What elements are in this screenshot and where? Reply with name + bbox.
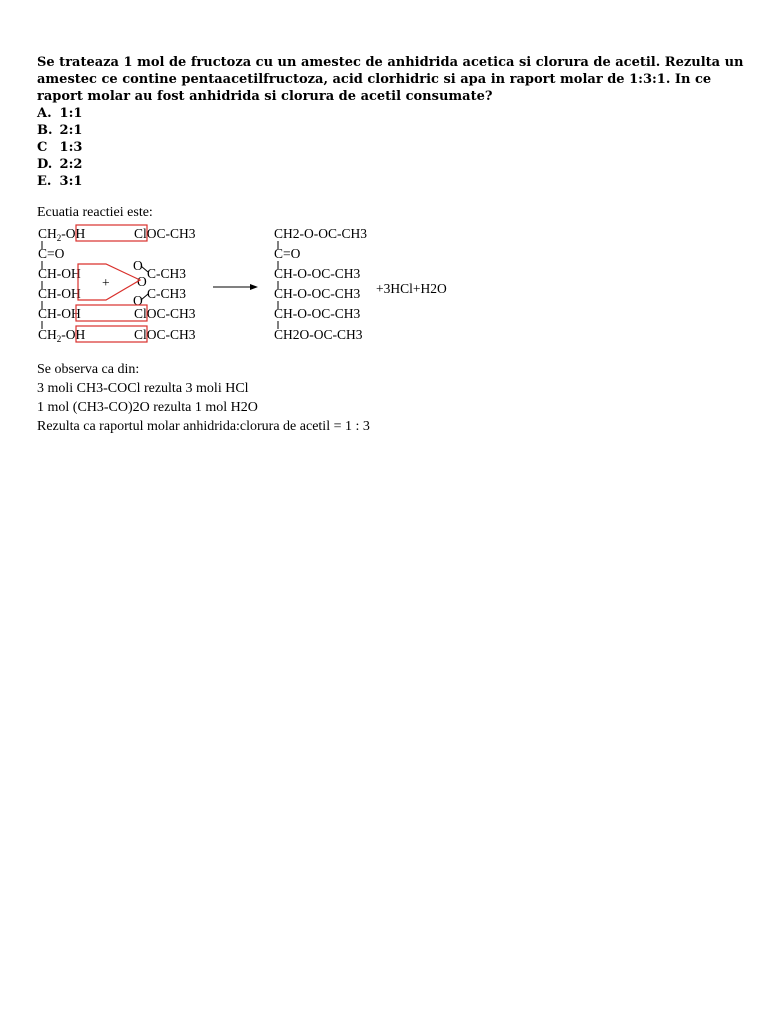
fructose-c3: CH-OH <box>38 266 81 281</box>
option-value: 1:1 <box>59 106 83 121</box>
conclusion-line-2: 1 mol (CH3-CO)2O rezulta 1 mol H2O <box>37 400 258 415</box>
product-row-5: CH-O-OC-CH3 <box>274 306 361 321</box>
plus-sign: + <box>102 275 110 290</box>
conclusion-intro: Se observa ca din: <box>37 362 140 377</box>
product-row-2: C=O <box>274 246 301 261</box>
anhydride-oxygen-bridge: O <box>137 274 147 289</box>
equation-title: Ecuatia reactiei este: <box>37 205 153 220</box>
fructose-c1: $CH_2-OH$ <box>38 226 86 243</box>
byproducts: +3HCl+H2O <box>376 281 447 296</box>
option-letter: D. <box>37 157 53 172</box>
option-value: 2:2 <box>59 157 83 172</box>
anhydride-oxygen-top: O <box>133 258 143 273</box>
fructose-c2: C=O <box>38 246 65 261</box>
pentaacetylfructose-structure <box>274 226 447 342</box>
product-row-3: CH-O-OC-CH3 <box>274 266 361 281</box>
fructose-c4: CH-OH <box>38 286 81 301</box>
anhydride-oxygen-bottom: O <box>133 293 143 308</box>
acetyl-chloride-3: ClOC-CH3 <box>134 327 196 342</box>
anhydride-acetyl-2: C-CH3 <box>147 286 187 301</box>
reaction-arrow <box>213 284 258 290</box>
option-letter: E. <box>37 174 52 189</box>
conclusion-line-3: Rezulta ca raportul molar anhidrida:clorura de acetil = 1 : 3 <box>37 419 370 434</box>
anhydride-acetyl-1: C-CH3 <box>147 266 187 281</box>
conclusion-line-1: 3 moli CH3-COCl rezulta 3 moli HCl <box>37 381 249 396</box>
option-value: 2:1 <box>59 123 83 138</box>
option-value: 3:1 <box>59 174 83 189</box>
option-value: 1:3 <box>59 140 83 155</box>
product-row-1: CH2-O-OC-CH3 <box>274 226 367 241</box>
question-text: Se trateaza 1 mol de fructoza cu un amestec de anhidrida acetica si clorura de acetil. Rezulta un amestec ce contine pentaacetilfructoza, acid clorhidric si apa in raport molar de 1:3:1. In ce raport molar au fost anhidrida si clorura de acetil consumate? <box>37 55 744 104</box>
fructose-c5: CH-OH <box>38 306 81 321</box>
acetyl-chloride-2: ClOC-CH3 <box>134 306 196 321</box>
acetyl-chloride-1: ClOC-CH3 <box>134 226 196 241</box>
reaction-diagram <box>0 0 768 360</box>
option-letter: B. <box>37 123 53 138</box>
acetic-anhydride <box>133 258 186 308</box>
arrow-head <box>250 284 258 290</box>
product-row-6: CH2O-OC-CH3 <box>274 327 363 342</box>
product-row-4: CH-O-OC-CH3 <box>274 286 361 301</box>
option-letter: C <box>37 140 48 155</box>
option-letter: A. <box>37 106 52 121</box>
conclusion-block <box>37 360 370 436</box>
fructose-c6: $CH_2-OH$ <box>38 327 86 344</box>
